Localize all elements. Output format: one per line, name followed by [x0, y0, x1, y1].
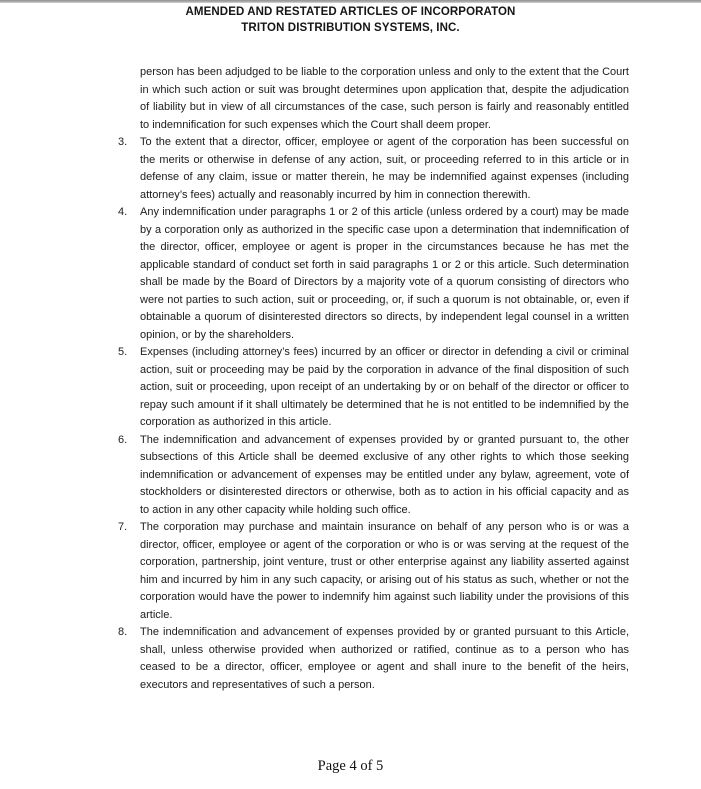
continuation-paragraph: person has been adjudged to be liable to the corporation unless and only to the extent that the Court in which such action or suit was brought determines upon application that, despite the adjudication of liability but in view of all circumstances of the case, such person is fairly and reasonably entitled to indemnification for such expenses which the Court shall deem proper.	[140, 66, 629, 131]
item-number: 3.	[118, 136, 128, 148]
item-number: 4.	[118, 206, 128, 218]
item-text: Expenses (including attorney’s fees) incurred by an officer or director in defending a civil or criminal action, suit or proceeding may be paid by the corporation in advance of the final disposition of such action, suit or proceeding, upon receipt of an undertaking by or on behalf of the director or officer to repay such amount if it shall ultimately be determined that he is not entitled to be indemnified by the corporation as authorized in this article.	[140, 346, 629, 428]
item-text: The indemnification and advancement of expenses provided by or granted pursuant to this Article, shall, unless otherwise provided when authorized or ratified, continue as to a person who has ceased to be a director, officer, employee or agent and shall inure to the benefit of the heirs, executors and representatives of such a person.	[140, 626, 629, 691]
document-body	[118, 64, 629, 694]
list-item-5	[118, 344, 629, 432]
list-item-8	[118, 624, 629, 694]
item-number: 6.	[118, 433, 128, 446]
item-number: 8.	[118, 626, 128, 638]
item-text: To the extent that a director, officer, employee or agent of the corporation has been successful on the merits or otherwise in defense of any action, suit, or proceeding referred to in this article or in defense of any claim, issue or matter therein, he may be indemnified against expenses (including attorney’s fees) actually and reasonably incurred by him in connection therewith.	[140, 136, 629, 201]
list-item-3	[118, 134, 629, 204]
item-number: 7.	[118, 521, 128, 533]
document-header	[0, 4, 701, 36]
item-text: The corporation may purchase and maintain insurance on behalf of any person who is or was a director, officer, employee or agent of the corporation or who is or was serving at the request of the corporation, partnership, joint venture, trust or other enterprise against any liability asserted against him and incurred by him in any such capacity, or arising out of his status as such, whether or not the corporation would have the power to indemnify him against such liability under the provisions of this article.	[140, 521, 629, 621]
list-item-6	[118, 432, 629, 520]
document-subtitle: TRITON DISTRIBUTION SYSTEMS, INC.	[241, 22, 460, 34]
item-text: The indemnification and advancement of expenses provided by or granted pursuant to, the other subsections of this Article shall be deemed exclusive of any other rights to which those seeking indemnification or advancement of expenses may be entitled under any bylaw, agreement, vote of stockholders or disinterested directors or otherwise, both as to action in his official capacity and as to action in any other capacity while holding such office.	[140, 433, 629, 516]
window-top-border	[0, 0, 701, 3]
page-footer: Page 4 of 5	[317, 758, 384, 774]
item-number: 5.	[118, 346, 128, 358]
item-text: Any indemnification under paragraphs 1 or 2 of this article (unless ordered by a court) may be made by a corporation only as authorized in the specific case upon a determination that indemnification of the director, officer, employee or agent is proper in the circumstances because he has met the applicable standard of conduct set forth in said paragraphs 1 or 2 or this article. Such determination shall be made by the Board of Directors by a majority vote of a quorum consisting of directors who were not parties to such action, suit or proceeding, or, if such a quorum is not obtainable, or, even if obtainable a quorum of disinterested directors so directs, by independent legal counsel in a written opinion, or by the shareholders.	[140, 206, 629, 341]
list-item-7	[118, 519, 629, 624]
document-title: AMENDED AND RESTATED ARTICLES OF INCORPORATON	[185, 6, 516, 18]
list-item-4	[118, 204, 629, 344]
